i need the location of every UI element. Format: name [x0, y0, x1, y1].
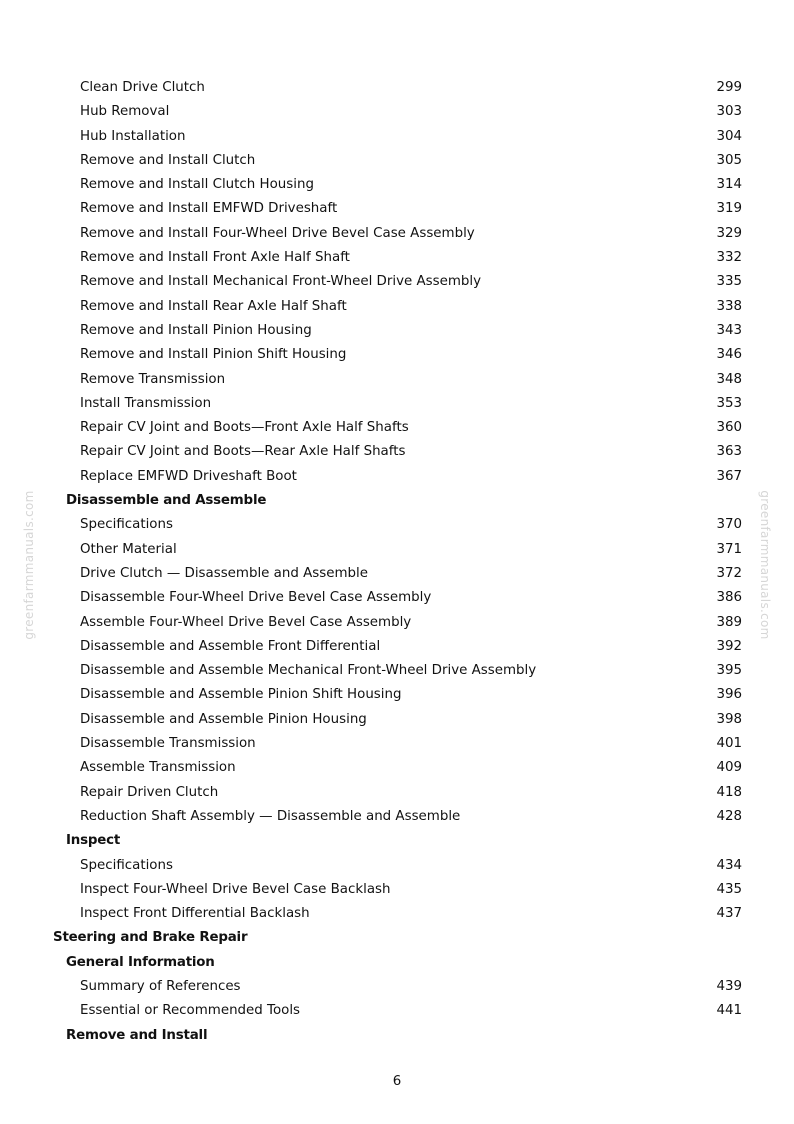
toc-entry-title: Hub Installation	[80, 128, 186, 144]
toc-entry-page-number: 434	[716, 857, 742, 873]
toc-entry[interactable]	[0, 586, 794, 610]
toc-entry-title: Remove and Install Four-Wheel Drive Bevel Case Assembly	[80, 225, 475, 241]
toc-entry[interactable]	[0, 222, 794, 246]
toc-entry-title: Remove and Install Rear Axle Half Shaft	[80, 298, 347, 314]
toc-entry[interactable]	[0, 538, 794, 562]
toc-entry[interactable]	[0, 781, 794, 805]
toc-entry-title: Disassemble and Assemble Front Differential	[80, 638, 381, 654]
toc-entry-title: Disassemble and Assemble Mechanical Front-Wheel Drive Assembly	[80, 663, 537, 679]
toc-entry-page-number: 314	[716, 177, 742, 193]
watermark-left: greenfarmmanuals.com	[22, 490, 36, 640]
toc-entry-page-number: 418	[716, 784, 742, 800]
toc-entry-title: Disassemble Transmission	[80, 736, 256, 752]
toc-section-heading[interactable]	[0, 951, 794, 975]
toc-entry-title: Remove and Install Clutch	[80, 152, 256, 168]
toc-entry[interactable]	[0, 465, 794, 489]
toc-entry-title: Remove and Install Pinion Shift Housing	[80, 347, 347, 363]
toc-entry-title: Essential or Recommended Tools	[80, 1003, 301, 1019]
toc-entry[interactable]	[0, 173, 794, 197]
toc-entry[interactable]	[0, 197, 794, 221]
toc-entry-title: Drive Clutch — Disassemble and Assemble	[80, 565, 368, 581]
toc-entry-page-number: 346	[716, 347, 742, 363]
toc-entry-page-number: 396	[716, 687, 742, 703]
toc-entry-title: Inspect	[66, 833, 121, 849]
toc-entry-page-number: 398	[716, 711, 742, 727]
toc-entry[interactable]	[0, 635, 794, 659]
toc-entry[interactable]	[0, 611, 794, 635]
toc-entry[interactable]	[0, 562, 794, 586]
toc-entry-title: Replace EMFWD Driveshaft Boot	[80, 468, 297, 484]
toc-entry-page-number: 360	[716, 420, 742, 436]
toc-entry[interactable]	[0, 659, 794, 683]
toc-entry-page-number: 371	[716, 541, 742, 557]
toc-entry[interactable]	[0, 975, 794, 999]
toc-entry-page-number: 428	[716, 808, 742, 824]
toc-entry-page-number: 386	[716, 590, 742, 606]
watermark-right: greenfarmmanuals.com	[758, 490, 772, 640]
toc-entry-page-number: 439	[716, 978, 742, 994]
toc-entry-title: Disassemble and Assemble	[66, 493, 267, 509]
toc-entry[interactable]	[0, 878, 794, 902]
table-of-contents	[0, 76, 794, 1048]
toc-entry-page-number: 332	[716, 250, 742, 266]
toc-entry-title: Disassemble and Assemble Pinion Housing	[80, 711, 367, 727]
toc-entry[interactable]	[0, 343, 794, 367]
toc-entry-title: Repair Driven Clutch	[80, 784, 219, 800]
toc-entry[interactable]	[0, 683, 794, 707]
toc-entry-title: Remove and Install Clutch Housing	[80, 177, 314, 193]
toc-entry-title: Remove and Install Pinion Housing	[80, 322, 312, 338]
toc-entry-page-number: 401	[716, 736, 742, 752]
toc-section-heading[interactable]	[0, 926, 794, 950]
toc-entry-title: Hub Removal	[80, 104, 170, 120]
toc-entry-title: Assemble Transmission	[80, 760, 236, 776]
toc-entry[interactable]	[0, 125, 794, 149]
toc-entry-title: Specifications	[80, 857, 173, 873]
toc-entry-page-number: 435	[716, 881, 742, 897]
toc-entry-page-number: 409	[716, 760, 742, 776]
toc-entry[interactable]	[0, 295, 794, 319]
toc-entry-page-number: 372	[716, 565, 742, 581]
toc-entry-page-number: 367	[716, 468, 742, 484]
toc-entry-page-number: 353	[716, 395, 742, 411]
toc-entry-title: Disassemble and Assemble Pinion Shift Housing	[80, 687, 402, 703]
toc-section-heading[interactable]	[0, 829, 794, 853]
toc-section-heading[interactable]	[0, 489, 794, 513]
toc-entry-title: Remove and Install Mechanical Front-Wheel Drive Assembly	[80, 274, 482, 290]
toc-entry-title: Disassemble Four-Wheel Drive Bevel Case Assembly	[80, 590, 432, 606]
toc-entry-title: Clean Drive Clutch	[80, 80, 205, 95]
toc-entry-title: Repair CV Joint and Boots—Front Axle Half Shafts	[80, 420, 409, 436]
toc-entry-page-number: 338	[716, 298, 742, 314]
toc-entry[interactable]	[0, 76, 794, 100]
toc-entry-title: General Information	[66, 954, 215, 970]
toc-entry-title: Other Material	[80, 541, 177, 557]
toc-entry-title: Inspect Four-Wheel Drive Bevel Case Backlash	[80, 881, 391, 897]
toc-entry-page-number: 343	[716, 322, 742, 338]
toc-entry-page-number: 319	[716, 201, 742, 217]
toc-entry-page-number: 335	[716, 274, 742, 290]
toc-entry[interactable]	[0, 854, 794, 878]
toc-entry-page-number: 395	[716, 663, 742, 679]
toc-entry-page-number: 304	[716, 128, 742, 144]
toc-entry[interactable]	[0, 805, 794, 829]
toc-entry[interactable]	[0, 416, 794, 440]
toc-entry-title: Remove and Install	[66, 1027, 208, 1043]
toc-entry-title: Reduction Shaft Assembly — Disassemble and Assemble	[80, 808, 461, 824]
toc-entry-title: Remove Transmission	[80, 371, 226, 387]
toc-entry-page-number: 392	[716, 638, 742, 654]
toc-entry-title: Repair CV Joint and Boots—Rear Axle Half Shafts	[80, 444, 406, 460]
toc-entry-title: Summary of References	[80, 978, 241, 994]
toc-entry[interactable]	[0, 999, 794, 1023]
toc-entry-page-number: 389	[716, 614, 742, 630]
toc-entry[interactable]	[0, 708, 794, 732]
toc-entry-page-number: 363	[716, 444, 742, 460]
toc-entry-title: Remove and Install Front Axle Half Shaft	[80, 250, 350, 266]
toc-section-heading[interactable]	[0, 1024, 794, 1048]
toc-entry[interactable]	[0, 246, 794, 270]
toc-entry[interactable]	[0, 100, 794, 124]
toc-entry-page-number: 299	[716, 80, 742, 95]
toc-entry[interactable]	[0, 149, 794, 173]
toc-entry-page-number: 370	[716, 517, 742, 533]
toc-entry-title: Steering and Brake Repair	[53, 930, 248, 946]
toc-entry[interactable]	[0, 513, 794, 537]
page-number: 6	[392, 1074, 402, 1089]
toc-entry-page-number: 329	[716, 225, 742, 241]
toc-entry-page-number: 437	[716, 906, 742, 922]
toc-entry-title: Install Transmission	[80, 395, 212, 411]
toc-entry[interactable]	[0, 392, 794, 416]
toc-entry-title: Assemble Four-Wheel Drive Bevel Case Assembly	[80, 614, 412, 630]
toc-entry[interactable]	[0, 732, 794, 756]
toc-entry-title: Remove and Install EMFWD Driveshaft	[80, 201, 338, 217]
toc-entry[interactable]	[0, 319, 794, 343]
toc-entry[interactable]	[0, 756, 794, 780]
toc-entry-page-number: 348	[716, 371, 742, 387]
toc-entry-page-number: 303	[716, 104, 742, 120]
toc-entry-page-number: 305	[716, 152, 742, 168]
toc-entry-title: Specifications	[80, 517, 173, 533]
toc-entry-title: Inspect Front Differential Backlash	[80, 906, 310, 922]
toc-entry[interactable]	[0, 270, 794, 294]
toc-entry-page-number: 441	[716, 1003, 742, 1019]
toc-entry[interactable]	[0, 902, 794, 926]
toc-entry[interactable]	[0, 440, 794, 464]
toc-entry[interactable]	[0, 368, 794, 392]
